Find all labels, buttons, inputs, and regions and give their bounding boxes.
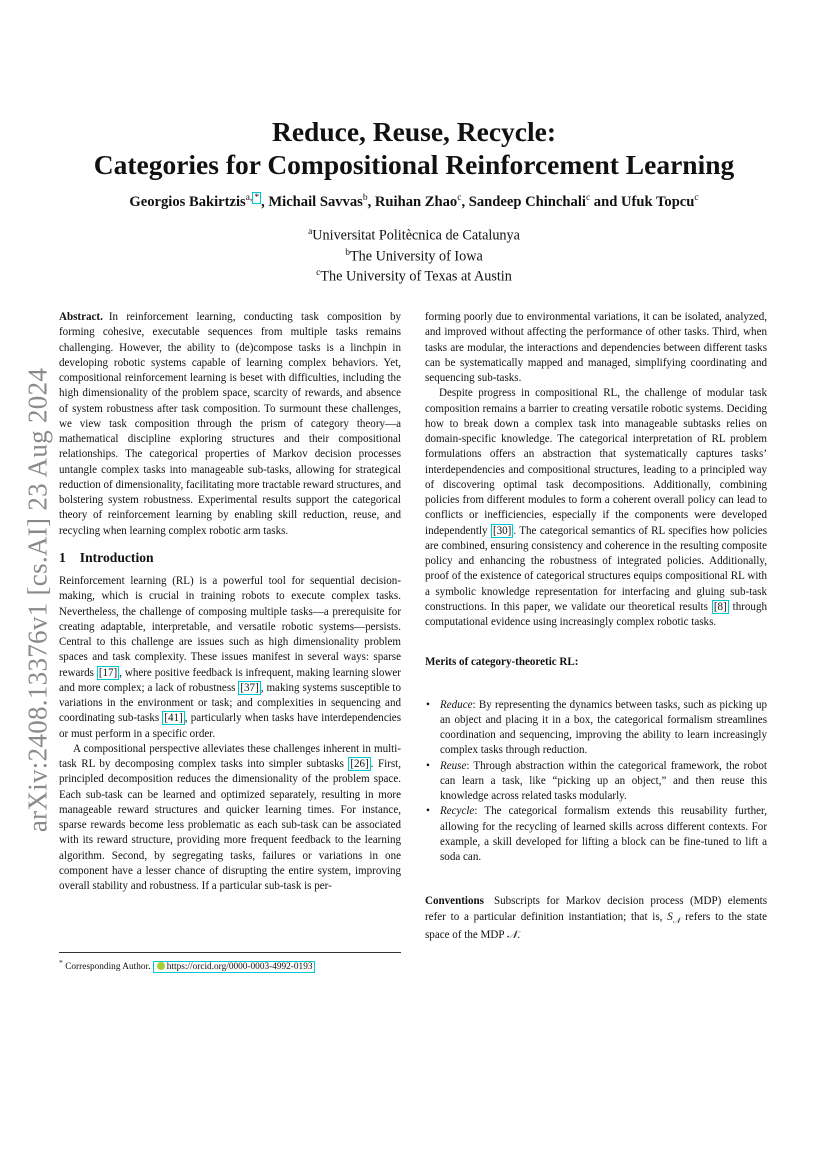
author-name: Georgios Bakirtzis — [129, 193, 246, 210]
intro-paragraph-3: forming poorly due to environmental variations, it can be isolated, analyzed, and improved without affecting the performance of other tasks. Third, when tasks are modular, the interactions and dependencies between different tasks can be systematically mapped and managed, simplifying coordinating and sequencing sub-tasks. — [425, 311, 767, 384]
footnote-divider — [59, 952, 401, 953]
affiliation: $^c$The University of Texas at Austin — [316, 268, 512, 286]
list-item: • Reuse: Through abstraction within the categorical framework, the robot can learn a task, like “picking up an object,” and then reuse this knowledge across related tasks modularly. — [426, 759, 767, 802]
citation-link[interactable]: [41] — [164, 712, 183, 725]
conventions-label: Conventions — [425, 895, 484, 908]
math-symbol: 𝒩 — [506, 928, 518, 941]
author-affil-sup: c — [694, 193, 699, 203]
right-column — [425, 310, 767, 943]
orcid-link[interactable]: https://orcid.org/0000-0003-4992-0193 — [153, 961, 315, 973]
merits-list — [425, 698, 767, 866]
title-line-2: Categories for Compositional Reinforcement Learning — [93, 149, 735, 180]
author-name: Michail Savvas — [268, 193, 363, 210]
math-symbol: $S_𝒩$ — [667, 910, 681, 925]
footnote — [59, 957, 401, 973]
citation-link[interactable]: [30] — [492, 524, 512, 537]
affiliation: $^b$The University of Iowa — [345, 247, 483, 265]
abstract-label: Abstract. — [59, 311, 103, 323]
section-title: Introduction — [79, 549, 154, 565]
intro-paragraph-4: Despite progress in compositional RL, the challenge of modular task composition remains a barrier to creating versatile robotic systems. Deciding how to break down a complex task into manageable subtasks relies on domain-specific knowledge. The categorical interpretation of RL problem formulations offers an abstraction that systematically captures tasks’ interdependencies and compositional structures, leading to a principled way of discovering optimal task decompositions. Additionally, combining policies from different modules to form a coherent overall policy can lead to conflicts or inefficiencies, especially if the components were developed independently [30] . The categorical semantics of RL specifies how policies are combined, ensuring consistency and coherence in the resulting composite policy and enhancing the robustness of integrated policies. Additionally, proof of the existence of categorical structures equips compositional RL with a symbolic knowledge representation for interfacing and gluing sub-task constructions. In this paper, we validate our theoretical results [8] through computational evidence using increasingly complex robotic tasks. — [425, 387, 767, 628]
author-affil-sup: b — [362, 193, 368, 203]
bullet-icon: • — [426, 805, 430, 818]
title-line-1: Reduce, Reuse, Recycle: — [271, 116, 557, 147]
left-column — [59, 310, 401, 894]
citation-link[interactable]: [37] — [240, 681, 259, 694]
affiliation-list — [0, 224, 828, 286]
corresponding-author-link[interactable]: * — [254, 193, 260, 203]
author-affil-sup: c — [585, 193, 591, 203]
author-affil-sup: c — [457, 193, 462, 203]
section-heading-introduction — [59, 550, 401, 565]
bullet-icon: • — [426, 759, 430, 772]
intro-paragraph-2: A compositional perspective alleviates these challenges inherent in multi-task RL by decomposing complex tasks into simpler subtasks [26] . First, principled decomposition reduces the dimensionality of the problem space. Each sub-task can be learned and optimized separately, resulting in more manageable reward structures and quicker learning times. For instance, sparse rewards become less problematic as each sub-task can be associated with its reward structure, providing more frequent feedback to the learning algorithm. Second, by segregating tasks, failures or variations in one component have a lesser chance of disrupting the entire system, improving overall stability and robustness. If a particular sub-task is per- — [59, 742, 401, 892]
intro-paragraph-1: Reinforcement learning (RL) is a powerful tool for sequential decision-making, which is crucial in training robots to execute complex tasks. Nevertheless, the challenge of composing multiple tasks—a prerequisite for creating adaptable, interpretable, and versatile robotic systems—persists. Central to this challenge are issues such as high dimensionality problem spaces and task complexity. These issues manifest in several ways: sparse rewards [17] , where positive feedback is infrequent, making learning slower and more complex; a lack of robustness [37] , making systems susceptible to variations in the environment or task; and complexities in sequencing and coordinating sub-tasks [41] , particularly when tasks have interdependencies or must perform in a specific order. — [59, 575, 402, 740]
conventions-paragraph: Conventions Subscripts for Markov decision process (MDP) elements refer to a particular definition instantiation; that is, $S_𝒩$ refers to the state space of the MDP 𝒩. — [425, 895, 767, 941]
arxiv-identifier-stamp: arXiv:2408.13376v1 [cs.AI] 23 Aug 2024 — [22, 367, 53, 833]
abstract — [59, 310, 401, 539]
orcid-icon — [157, 962, 165, 970]
author-name: Ufuk Topcu — [620, 193, 695, 210]
author-affil-sup: a, * — [245, 193, 260, 203]
author-name: Ruihan Zhao — [374, 193, 458, 210]
affiliation: $^a$Universitat Politècnica de Catalunya — [308, 227, 520, 244]
footnote-marker: * — [59, 958, 63, 967]
citation-link[interactable]: [8] — [713, 600, 727, 613]
paper-title — [0, 115, 828, 181]
abstract-text: In reinforcement learning, conducting task composition by forming cohesive, executable sequences from multiple tasks remains challenging. However, the ability to (de)compose tasks is a linchpin in developing robotic systems capable of learning complex behaviors. Yet, compositional reinforcement learning is beset with difficulties, including the high dimensionality of the problem space, scarcity of rewards, and absence of system robustness after task composition. To surmount these challenges, we view task composition through the prism of category theory—a mathematical discipline exploring structures and their compositional relationships. The categorical properties of Markov decision processes untangle complex tasks into manageable sub-tasks, allowing for strategical reduction of dimensionality, facilitating more tractable reward structures, and bolstering system robustness. Experimental results support the categorical theory of reinforcement learning by enabling skill reduction, reuse, and recycling when learning complex robotic arm tasks. — [59, 311, 401, 537]
author-list: Georgios Bakirtzis$^{a, *}$ , Michail Savvas$^b$, Ruihan Zhao$^c$, Sandeep Chinchali$^c$ and Ufuk Topcu$^c$ — [129, 193, 699, 210]
section-number: 1 — [59, 549, 66, 565]
list-item: • Recycle: The categorical formalism extends this reusability further, allowing for the recycling of learned skills across different contexts. For example, a skill developed for lifting a block can be fine-tuned to lift a soda can. — [426, 805, 767, 863]
footnote-text: Corresponding Author. — [65, 962, 151, 973]
merits-heading: Merits of category-theoretic RL: — [425, 656, 579, 669]
citation-link[interactable]: [26] — [350, 758, 369, 770]
bullet-icon: • — [426, 698, 430, 711]
citation-link[interactable]: [17] — [98, 666, 118, 679]
author-name: Sandeep Chinchali — [468, 193, 586, 210]
list-item: • Reduce: By representing the dynamics between tasks, such as picking up an object and placing it in a box, the categorical formalism streamlines coordination and sequencing, improving the ability to learn increasingly complex tasks through reduction. — [426, 698, 767, 757]
